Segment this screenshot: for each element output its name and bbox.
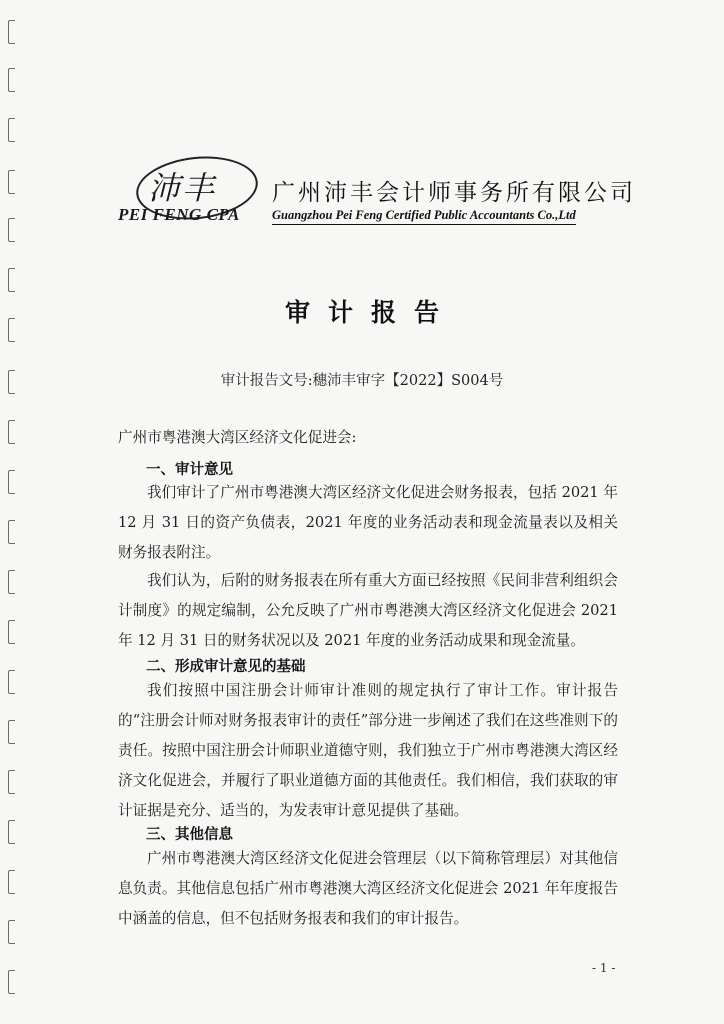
- paragraph-other-info-1: 广州市粤港澳大湾区经济文化促进会管理层（以下简称管理层）对其他信息负责。其他信息包括广州市粤港澳大湾区经济文化促进会 2021 年年度报告中涵盖的信息，但不包括财务报表和我们的审计报告。: [118, 850, 618, 927]
- binding-hole: [8, 720, 15, 744]
- binding-hole: [8, 420, 15, 444]
- binding-hole: [8, 670, 15, 694]
- binding-hole: [8, 268, 15, 292]
- paragraph-opinion-2: 我们认为，后附的财务报表在所有重大方面已经按照《民间非营利组织会计制度》的规定编制，公允反映了广州市粤港澳大湾区经济文化促进会 2021 年 12 月 31 日的财务状况以及 2021 年度的业务活动成果和现金流量。: [118, 572, 618, 649]
- paragraph-basis-1: 我们按照中国注册会计师审计准则的规定执行了审计工作。审计报告的“注册会计师对财务报表审计的责任”部分进一步阐述了我们在这些准则下的责任。按照中国注册会计师职业道德守则，我们独立于广州市粤港澳大湾区经济文化促进会，并履行了职业道德方面的其他责任。我们相信，我们获取的审计证据是充分、适当的，为发表审计意见提供了基础。: [118, 682, 618, 819]
- section-heading-other-info: 三、其他信息: [146, 827, 233, 843]
- paragraph-opinion-1: 我们审计了广州市粤港澳大湾区经济文化促进会财务报表，包括 2021 年 12 月 31 日的资产负债表，2021 年度的业务活动表和现金流量表以及相关财务报表附注。: [118, 484, 618, 561]
- binding-hole: [8, 68, 15, 92]
- binding-hole: [8, 520, 15, 544]
- binding-hole: [8, 920, 15, 944]
- report-reference-number: 审计报告文号:穗沛丰审字【2022】S004号: [220, 373, 504, 389]
- binding-hole: [8, 20, 15, 44]
- report-title: 审计报告: [284, 298, 457, 327]
- binding-hole: [8, 170, 15, 194]
- binding-hole: [8, 870, 15, 894]
- binding-holes: [4, 10, 22, 1010]
- firm-name-chinese: 广州沛丰会计师事务所有限公司: [272, 180, 636, 206]
- binding-hole: [8, 118, 15, 142]
- logo-characters: 沛丰: [148, 169, 217, 207]
- binding-hole: [8, 970, 15, 994]
- salutation: 广州市粤港澳大湾区经济文化促进会:: [118, 429, 357, 446]
- binding-hole: [8, 770, 15, 794]
- binding-hole: [8, 820, 15, 844]
- binding-hole: [8, 470, 15, 494]
- firm-name-english: Guangzhou Pei Feng Certified Public Accountants Co.,Ltd: [272, 208, 576, 225]
- binding-hole: [8, 218, 15, 242]
- section-heading-basis: 二、形成审计意见的基础: [146, 659, 306, 675]
- firm-logo: [118, 155, 268, 225]
- binding-hole: [8, 620, 15, 644]
- logo-english-text: PEI FENG CPA: [118, 205, 240, 224]
- section-heading-opinion: 一、审计意见: [146, 462, 233, 478]
- binding-hole: [8, 570, 15, 594]
- page-number: - 1 -: [592, 961, 616, 975]
